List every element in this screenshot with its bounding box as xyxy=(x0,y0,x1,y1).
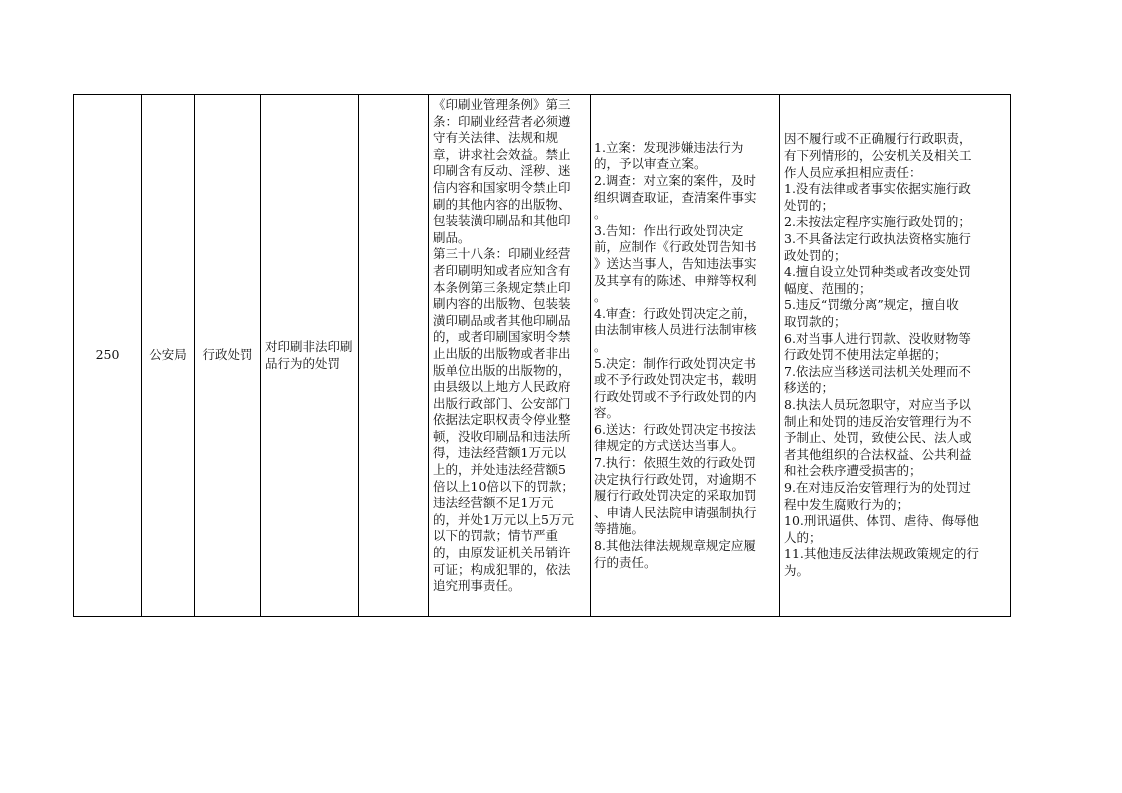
legal-basis-line: 潢印刷品或者其他印刷品 xyxy=(433,312,571,328)
legal-basis-line: 的，并处1万元以上5万元 xyxy=(433,511,574,527)
process-line: 行政处罚或不予行政处罚的内 xyxy=(594,388,757,404)
row-number-cell xyxy=(74,95,142,617)
process-line: 1.立案：发现涉嫌违法行为 xyxy=(594,139,744,155)
process-line: 由法制审核人员进行法制审核 xyxy=(594,322,757,338)
power-list-table xyxy=(73,94,1011,617)
liability-line: 因不履行或不正确履行行政职责， xyxy=(784,131,972,147)
legal-basis-line: 的，或者印刷国家明令禁 xyxy=(433,329,571,345)
liability-text xyxy=(784,131,1007,579)
legal-basis-line: 章，讲求社会效益。禁止 xyxy=(433,146,571,162)
liability-line: 取罚款的； xyxy=(784,314,847,330)
legal-basis-line: 依据法定职权责令停业整 xyxy=(433,412,571,428)
item-name: 对印刷非法印刷品行为的处罚 xyxy=(265,338,353,371)
liability-line: 2.未按法定程序实施行政处罚的； xyxy=(784,214,971,230)
power-type: 行政处罚 xyxy=(202,347,253,363)
legal-basis-line: 的，由原发证机关吊销许 xyxy=(433,545,571,561)
legal-basis-line: 刷内容的出版物、包装装 xyxy=(433,296,571,312)
liability-line: 政处罚的； xyxy=(784,247,847,263)
process-line: 6.送达：行政处罚决定书按法 xyxy=(594,421,756,437)
process-line: 、申请人民法院申请强制执行 xyxy=(594,504,757,520)
process-line: 》送达当事人，告知违法事实 xyxy=(594,255,757,271)
liability-line: 1.没有法律或者事实依据实施行政 xyxy=(784,181,971,197)
liability-line: 5.违反“罚缴分离”规定，擅自收 xyxy=(784,297,959,313)
legal-basis-line: 印刷含有反动、淫秽、迷 xyxy=(433,163,571,179)
legal-basis-line: 违法经营额不足1万元 xyxy=(433,495,554,511)
liability-line: 制止和处罚的违反治安管理行为不 xyxy=(784,413,972,429)
liability-line: 予制止、处罚，致使公民、法人或 xyxy=(784,430,972,446)
power-type-cell xyxy=(195,95,261,617)
process-text xyxy=(594,140,776,571)
department-cell xyxy=(142,95,195,617)
process-line: 7.执行：依照生效的行政处罚 xyxy=(594,455,756,471)
item-name-cell xyxy=(261,95,359,617)
process-line: 。 xyxy=(594,206,607,222)
legal-basis-line: 条：印刷业经营者必须遵 xyxy=(433,113,571,129)
liability-line: 行政处罚不使用法定单据的； xyxy=(784,347,947,363)
process-line: 或不予行政处罚决定书，载明 xyxy=(594,372,757,388)
legal-basis-line: 刷的其他内容的出版物、 xyxy=(433,196,571,212)
liability-line: 4.擅自设立处罚种类或者改变处罚 xyxy=(784,264,971,280)
process-line: 履行行政处罚决定的采取加罚 xyxy=(594,488,757,504)
liability-line: 人的； xyxy=(784,529,822,545)
process-line: 决定执行行政处罚，对逾期不 xyxy=(594,471,757,487)
liability-line: 为。 xyxy=(784,562,810,578)
legal-basis-line: 倍以上10倍以下的罚款； xyxy=(433,478,574,494)
legal-basis-line: 由县级以上地方人民政府 xyxy=(433,379,571,395)
process-line: 律规定的方式送达当事人。 xyxy=(594,438,745,454)
liability-line: 处罚的； xyxy=(784,197,835,213)
process-line: 3.告知：作出行政处罚决定 xyxy=(594,222,744,238)
liability-line: 者其他组织的合法权益、公共利益 xyxy=(784,446,972,462)
empty-cell xyxy=(359,95,429,617)
liability-line: 作人员应承担相应责任： xyxy=(784,164,922,180)
process-line: 。 xyxy=(594,289,607,305)
legal-basis-line: 信内容和国家明令禁止印 xyxy=(433,179,571,195)
liability-line: 8.执法人员玩忽职守，对应当予以 xyxy=(784,396,971,412)
legal-basis-line: 以下的罚款；情节严重 xyxy=(433,528,559,544)
legal-basis-line: 止出版的出版物或者非出 xyxy=(433,345,571,361)
process-line: 容。 xyxy=(594,405,620,421)
process-line: 2.调查：对立案的案件，及时 xyxy=(594,172,756,188)
liability-line: 程中发生腐败行为的； xyxy=(784,496,910,512)
legal-basis-line: 得，违法经营额1万元以 xyxy=(433,445,566,461)
process-line: 4.审查：行政处罚决定之前， xyxy=(594,305,756,321)
liability-line: 7.依法应当移送司法机关处理而不 xyxy=(784,363,971,379)
liability-line: 移送的； xyxy=(784,380,835,396)
process-line: 5.决定：制作行政处罚决定书 xyxy=(594,355,756,371)
liability-line: 6.对当事人进行罚款、没收财物等 xyxy=(784,330,971,346)
process-line: 等措施。 xyxy=(594,521,645,537)
process-line: 前，应制作《行政处罚告知书 xyxy=(594,239,757,255)
liability-line: 10.刑讯逼供、体罚、虐待、侮辱他 xyxy=(784,513,979,529)
legal-basis-line: 本条例第三条规定禁止印 xyxy=(433,279,571,295)
legal-basis-line: 第三十八条：印刷业经营 xyxy=(433,246,571,262)
row-number: 250 xyxy=(95,347,120,363)
process-line: 组织调查取证，查清案件事实 xyxy=(594,189,757,205)
liability-cell xyxy=(780,95,1011,617)
legal-basis-line: 版单位出版的出版物的， xyxy=(433,362,571,378)
legal-basis-line: 顿，没收印刷品和违法所 xyxy=(433,428,571,444)
liability-line: 有下列情形的，公安机关及相关工 xyxy=(784,148,972,164)
process-line: 。 xyxy=(594,338,607,354)
legal-basis-line: 者印刷明知或者应知含有 xyxy=(433,262,571,278)
legal-basis-line: 包装装潢印刷品和其他印 xyxy=(433,213,571,229)
process-line: 及其享有的陈述、申辩等权利 xyxy=(594,272,757,288)
legal-basis-cell xyxy=(429,95,591,617)
table-row xyxy=(74,95,1011,617)
legal-basis-line: 上的，并处违法经营额5 xyxy=(433,462,566,478)
legal-basis-line: 出版行政部门、公安部门 xyxy=(433,395,571,411)
legal-basis-line: 刷品。 xyxy=(433,229,471,245)
process-line: 的，予以审查立案。 xyxy=(594,156,707,172)
liability-line: 3.不具备法定行政执法资格实施行 xyxy=(784,231,971,247)
legal-basis-line: 追究刑事责任。 xyxy=(433,578,521,594)
legal-basis-line: 守有关法律、法规和规 xyxy=(433,130,559,146)
department-name: 公安局 xyxy=(149,347,187,363)
process-cell xyxy=(591,95,780,617)
process-line: 8.其他法律法规规章规定应履 xyxy=(594,538,756,554)
liability-line: 幅度、范围的； xyxy=(784,280,872,296)
liability-line: 9.在对违反治安管理行为的处罚过 xyxy=(784,479,971,495)
process-line: 行的责任。 xyxy=(594,554,657,570)
legal-basis-line: 《印刷业管理条例》第三 xyxy=(433,97,571,112)
liability-line: 和社会秩序遭受损害的； xyxy=(784,463,922,479)
legal-basis-text xyxy=(433,97,587,595)
liability-line: 11.其他违反法律法规政策规定的行 xyxy=(784,546,979,562)
legal-basis-line: 可证；构成犯罪的，依法 xyxy=(433,561,571,577)
